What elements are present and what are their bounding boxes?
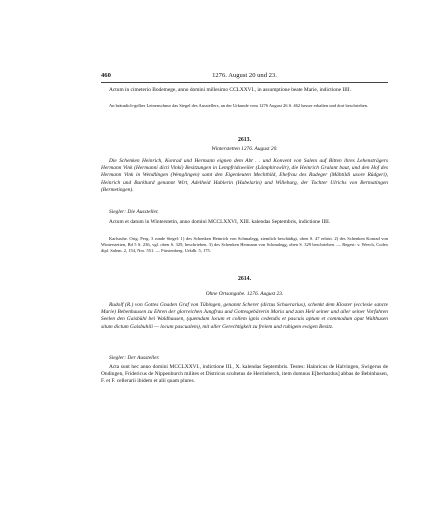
document-actum-2613: Actum et datum in Winterstetin, anno domini MCCLXXVI, XIII. kalendas Septembris, indictione IIII. <box>109 219 331 225</box>
page-number: 460 <box>101 72 111 79</box>
header-rule <box>101 82 388 83</box>
document-number-2613: 2613. <box>237 137 252 143</box>
running-title: 1276. August 20 und 23. <box>212 72 277 79</box>
document-sealer-2614: Siegler: Der Aussteller. <box>109 355 160 361</box>
previous-document-note: An bräunlich-gelber Leinenschnur das Siegel des Ausstellers, an der Urkunde vom 1276 August 26 S. 462 besser erhalten und dort beschrieben. <box>109 103 369 108</box>
document-date-2614: Ohne Ortsangabe. 1276. August 23. <box>205 291 284 297</box>
previous-document-actum: Actum in cimeterio Bodemege, anno domini millesimo CCLXXVI., in assumptione beate Marie, indictione IIII. <box>109 87 351 93</box>
document-sealer-2613: Siegler: Die Aussteller. <box>109 209 159 215</box>
document-actum-2614: Acta sunt hec anno domini MCCLXXVI., indictione III., X. kalendas Septembris. Testes: Hainricus de Halvingen, Swigerus de Ondingen, Fridericus de Nippenburch milites et Districus scultetus de Herrinberch, item domnus E[berhardus] abbas de Bebinhusen, F. et F. cellerarii ibidem et alii quam plures. <box>101 364 388 385</box>
document-number-2614: 2614. <box>237 276 252 282</box>
document-summary-2614: Rudolf (R.) von Gottes Gnaden Graf von Tübingen, genannt Scherer (dictus Schaerarius), schenkt dem Kloster (ecclesie sancte Marie) Bebenhausen zu Ehren der glorreichen Jungfrau und Gottesgebärerin Maria und zum Heil seiner und aller seiner Vorfahren Seelen den Gaisbühl bei Waldhausen, (quemdam locum et collem ignis cedendis et pascuis aptum et commodum aput Walthusen situm dictum Gaisbuhili — locum pascualem), mit aller Gerechtigkeit zu freiem und ruhigem ewigen Besitz. <box>101 302 388 330</box>
document-summary-2613: Die Schenken Heinrich, Konrad und Hermann eignen dem Abt . . und Konvent von Salem auf Bitten ihres Lehensträgers Hermann Vink (Hermanni dicti Vinki) Besitzungen in Lempfridsweiler (Lâmphirswîlr), die Heinrich Gralant baut, und den Hof des Hermann Vink in Wendlingen (Wenglingen) samt den Eigenleuten Mechthild, Ehefrau des Rudeger (Mähtildi uxore Rûdgeri), Heinrich und Burkhard genannt Wirt, Adelheid Hublerin (Hubelarin) und Willeburg, der Tochter Ulrichs von Bermatingen (Bermetingen). <box>101 158 388 193</box>
document-note-2613: Karlsruhe. Orig. Perg. 3 runde Siegel: 1) des Schenken Heinrich von Schmalegg, ziemlich beschädigt, oben S. 47 erhört. 2) des Schenken Konrad von Winterstetten, Bd 5 S. 236, vgl. oben S. 329, beschrieben. 3) des Schenken Hermann von Schmalegg, oben S. 329 beschrieben. — Regest: v. Weech, Codex dipl. Salem. 2, 154, Nro. 551. — Fürstenberg. Urkdb. 5, 175. <box>101 236 388 253</box>
document-date-2613: Winterstetten 1276. August 20. <box>211 146 278 152</box>
running-header <box>101 70 388 82</box>
